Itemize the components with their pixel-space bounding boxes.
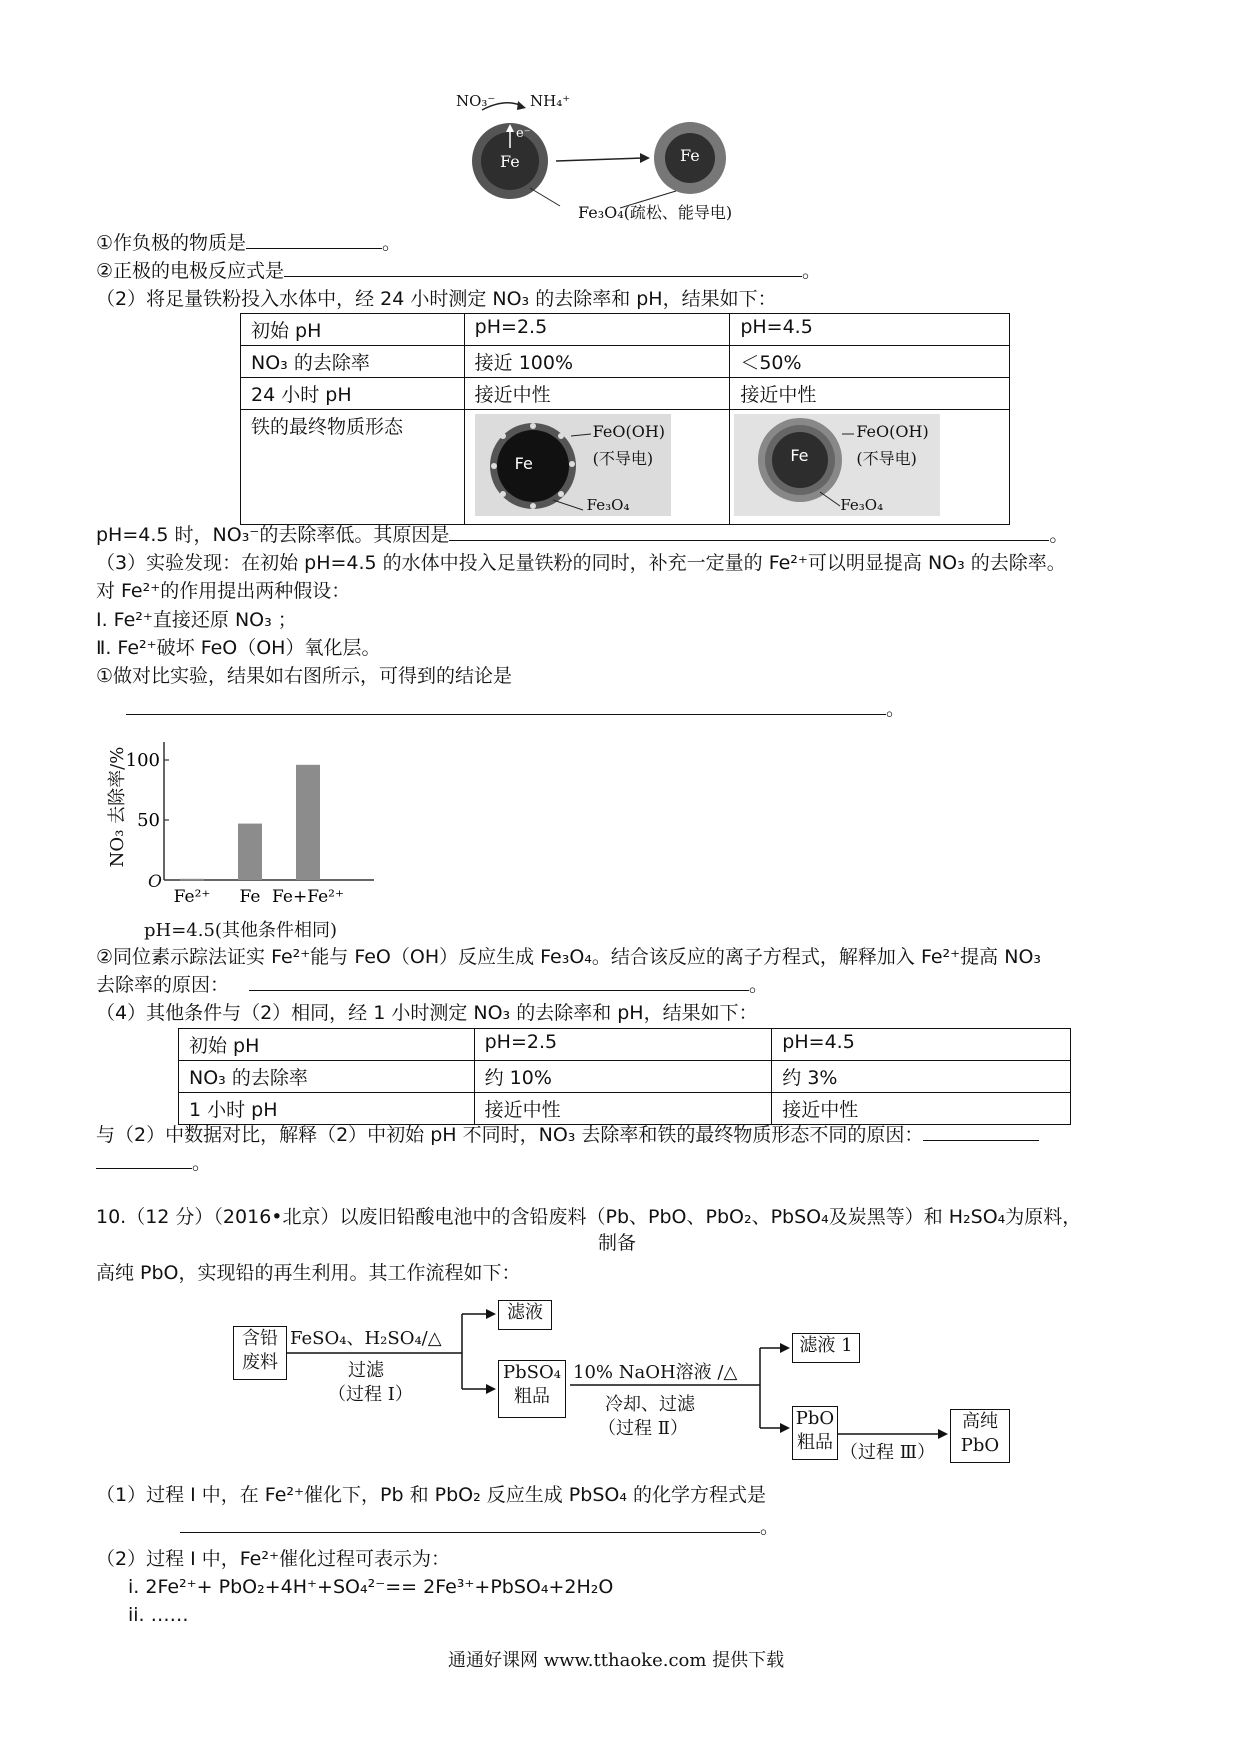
answer-blank[interactable] xyxy=(126,696,886,715)
q3-sub2-line1: ②同位素示踪法证实 Fe²⁺能与 FeO（OH）反应生成 Fe₃O₄。结合该反应的离子方程式，解释加入 Fe²⁺提高 NO₃ xyxy=(96,946,1042,968)
pbso4-crude-box: PbSO₄ 粗品 xyxy=(498,1360,566,1418)
q2-intro: （2）将足量铁粉投入水体中，经 24 小时测定 NO₃ 的去除率和 pH，结果如下： xyxy=(96,288,777,310)
bar xyxy=(296,765,320,880)
bar xyxy=(180,879,204,881)
q4-intro: （4）其他条件与（2）相同，经 1 小时测定 NO₃ 的去除率和 pH，结果如下： xyxy=(96,1002,758,1024)
table-row: 初始 pH pH=2.5 pH=4.5 xyxy=(179,1029,1071,1061)
origin-label: O xyxy=(148,872,162,892)
fe-label: Fe xyxy=(790,446,809,465)
process1-label: （过程 I） xyxy=(328,1384,413,1405)
table-row: 初始 pH pH=2.5 pH=4.5 xyxy=(241,314,1010,346)
electrode-figure xyxy=(456,88,790,226)
cool-filter-label: 冷却、过滤 xyxy=(605,1394,695,1415)
q4-compare-cont: 。 xyxy=(96,1150,211,1176)
positive-electrode-question: ②正极的电极反应式是 。 xyxy=(96,260,822,282)
answer-blank[interactable] xyxy=(246,230,382,249)
q10-center: 制备 xyxy=(598,1232,637,1254)
q3-sub1: ①做对比实验，结果如右图所示，可得到的结论是 xyxy=(96,665,513,687)
electron-label: e⁻ xyxy=(516,126,531,141)
footer: 通通好课网 www.tthaoke.com 提供下载 xyxy=(448,1650,785,1671)
reagent2-label: 10% NaOH溶液 /△ xyxy=(573,1362,738,1383)
q10-2: （2）过程 I 中，Fe²⁺催化过程可表示为： xyxy=(96,1548,450,1570)
feooh-label: FeO(OH) xyxy=(856,422,929,441)
q3-sub2-line2: 去除率的原因： 。 xyxy=(96,974,769,996)
fe3o4-label: Fe₃O₄ xyxy=(586,496,630,514)
q3-line1: （3）实验发现：在初始 pH=4.5 的水体中投入足量铁粉的同时，补充一定量的 Fe²⁺可以明显提高 NO₃ 的去除率。 xyxy=(96,552,1066,574)
results-table-1h xyxy=(178,1028,1071,1125)
hypothesis-1: Ⅰ. Fe²⁺直接还原 NO₃ ； xyxy=(96,609,297,631)
y-tick-label: 100 xyxy=(125,750,160,771)
hypothesis-2: Ⅱ. Fe²⁺破坏 FeO（OH）氧化层。 xyxy=(96,637,381,659)
answer-blank[interactable] xyxy=(284,258,802,277)
ph45-question: pH=4.5 时，NO₃⁻的去除率低。其原因是 。 xyxy=(96,524,1069,546)
x-tick-label: Fe²⁺ xyxy=(173,887,211,907)
feooh-label: FeO(OH) xyxy=(592,422,666,441)
answer-blank[interactable] xyxy=(249,972,749,991)
q10-2-step-ii: ii. …… xyxy=(128,1604,189,1626)
nonconductive-label: (不导电) xyxy=(592,449,654,468)
table-row: 铁的最终物质形态 Fe FeO(OH) (不导电) Fe₃O₄ Fe FeO(OH) (不导电) Fe₃O₄ xyxy=(241,410,1010,525)
x-tick-label: Fe xyxy=(239,887,261,907)
removal-rate-chart xyxy=(92,726,392,946)
table-row: 1 小时 pH 接近中性 接近中性 xyxy=(179,1093,1071,1125)
fe-right-label: Fe xyxy=(680,146,700,165)
filter1-label: 过滤 xyxy=(348,1360,384,1381)
pure-pbo-box: 高纯 PbO xyxy=(950,1409,1010,1463)
no3-label: NO₃⁻ xyxy=(456,92,496,110)
nh4-label: NH₄⁺ xyxy=(530,92,571,110)
q10-line1: 10.（12 分）（2016•北京）以废旧铅酸电池中的含铅废料（Pb、PbO、PbO₂、PbSO₄及炭黑等）和 H₂SO₄为原料， xyxy=(96,1206,1082,1228)
x-axis-caption: pH=4.5(其他条件相同) xyxy=(144,920,337,941)
answer-blank[interactable] xyxy=(180,1514,760,1533)
answer-blank[interactable] xyxy=(449,522,1049,541)
fe3o4-label: Fe₃O₄(疏松、能导电) xyxy=(578,203,733,222)
y-tick-label: 50 xyxy=(137,810,160,831)
results-table-24h xyxy=(240,313,1010,525)
process2-label: （过程 Ⅱ） xyxy=(598,1418,688,1439)
iron-form-ph45 xyxy=(730,410,1010,525)
answer-blank[interactable] xyxy=(96,1150,192,1169)
q10-1: （1）过程 I 中，在 Fe²⁺催化下，Pb 和 PbO₂ 反应生成 PbSO₄ 的化学方程式是 xyxy=(96,1484,766,1506)
q3-sub1-blank-line: 。 xyxy=(126,696,905,722)
table-row: NO₃ 的去除率 接近 100% ＜50% xyxy=(241,346,1010,378)
reagent1-label: FeSO₄、H₂SO₄/△ xyxy=(290,1328,442,1349)
filtrate1-box: 滤液 1 xyxy=(792,1333,860,1363)
negative-electrode-question: ①作负极的物质是 。 xyxy=(96,232,402,254)
table-row: 24 小时 pH 接近中性 接近中性 xyxy=(241,378,1010,410)
answer-blank[interactable] xyxy=(923,1122,1039,1141)
process3-label: （过程 Ⅲ） xyxy=(840,1442,936,1463)
q10-line2: 高纯 PbO，实现铅的再生利用。其工作流程如下： xyxy=(96,1262,521,1284)
fe3o4-label: Fe₃O₄ xyxy=(840,496,884,514)
table-row: NO₃ 的去除率 约 10% 约 3% xyxy=(179,1061,1071,1093)
bar-chart-svg xyxy=(92,726,392,946)
y-axis-label: NO₃ 去除率/% xyxy=(107,746,128,868)
nonconductive-label: (不导电) xyxy=(856,449,917,468)
q3-line2: 对 Fe²⁺的作用提出两种假设： xyxy=(96,580,351,602)
fe-label: Fe xyxy=(514,454,533,473)
process-flowchart xyxy=(200,1286,1040,1486)
q10-1-blank-line: 。 xyxy=(180,1514,779,1540)
q10-2-step-i: i. 2Fe²⁺+ PbO₂+4H⁺+SO₄²⁻== 2Fe³⁺+PbSO₄+2H₂O xyxy=(128,1576,614,1598)
fe-left-label: Fe xyxy=(500,152,520,171)
x-tick-label: Fe+Fe²⁺ xyxy=(272,887,344,907)
q4-compare: 与（2）中数据对比，解释（2）中初始 pH 不同时，NO₃ 去除率和铁的最终物质形态不同的原因： xyxy=(96,1122,1039,1148)
filtrate-box: 滤液 xyxy=(498,1300,552,1330)
bar xyxy=(238,824,262,880)
iron-form-ph25 xyxy=(464,410,730,525)
lead-waste-box: 含铅 废料 xyxy=(233,1326,287,1380)
pbo-crude-box: PbO 粗品 xyxy=(792,1406,838,1460)
